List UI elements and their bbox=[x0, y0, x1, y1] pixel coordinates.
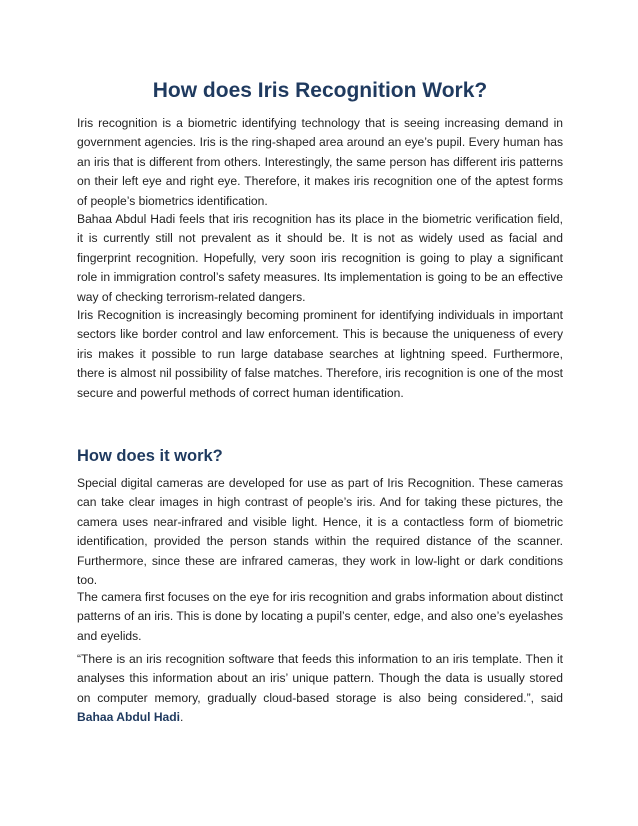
section-heading: How does it work? bbox=[77, 447, 223, 465]
page-title: How does Iris Recognition Work? bbox=[152, 79, 488, 102]
quote-text: “There is an iris recognition software that feeds this information to an iris template. Then it analyses this information about an iris’ unique pattern. Though the data is usually stored on computer memory, gradually cloud-based storage is also being considered.”, said bbox=[77, 652, 563, 705]
intro-paragraph-3: Iris Recognition is increasingly becoming prominent for identifying individuals in important sectors like border control and law enforcement. This is because the uniqueness of every iris makes it possible to run large database searches at lightning speed. Furthermore, there is almost nil possibility of false matches. Therefore, iris recognition is one of the most secure and powerful methods of correct human identification. bbox=[77, 308, 563, 400]
section-paragraph-2: The camera first focuses on the eye for iris recognition and grabs information about distinct patterns of an iris. This is done by locating a pupil’s center, edge, and also one’s eyelashes and eyelids. bbox=[77, 590, 564, 643]
quote-speaker: Bahaa Abdul Hadi bbox=[77, 710, 181, 725]
quote-paragraph bbox=[77, 650, 563, 728]
intro-paragraph-2: Bahaa Abdul Hadi feels that iris recognition has its place in the biometric verification field, it is currently still not prevalent as it should be. It is not as widely used as facial and fingerprint recognition. Hopefully, very soon iris recognition is going to play a significant role in immigration control’s safety measures. Its implementation is going to be an effective way of checking terrorism-related dangers. bbox=[77, 212, 563, 304]
intro-paragraph-1: Iris recognition is a biometric identifying technology that is seeing increasing demand in government agencies. Iris is the ring-shaped area around an eye’s pupil. Every human has an iris that is different from others. Interestingly, the same person has different iris patterns on their left eye and right eye. Therefore, it makes iris recognition one of the aptest forms of people’s biometrics identification. bbox=[77, 116, 563, 208]
section-paragraph-1: Special digital cameras are developed for use as part of Iris Recognition. These cameras can take clear images in high contrast of people’s iris. And for taking these pictures, the camera uses near-infrared and visible light. Hence, it is a contactless form of biometric identification, provided the person stands within the required distance of the scanner. Furthermore, since these are infrared cameras, they work in low-light or dark conditions too. bbox=[77, 476, 563, 588]
quote-end: . bbox=[180, 710, 184, 725]
